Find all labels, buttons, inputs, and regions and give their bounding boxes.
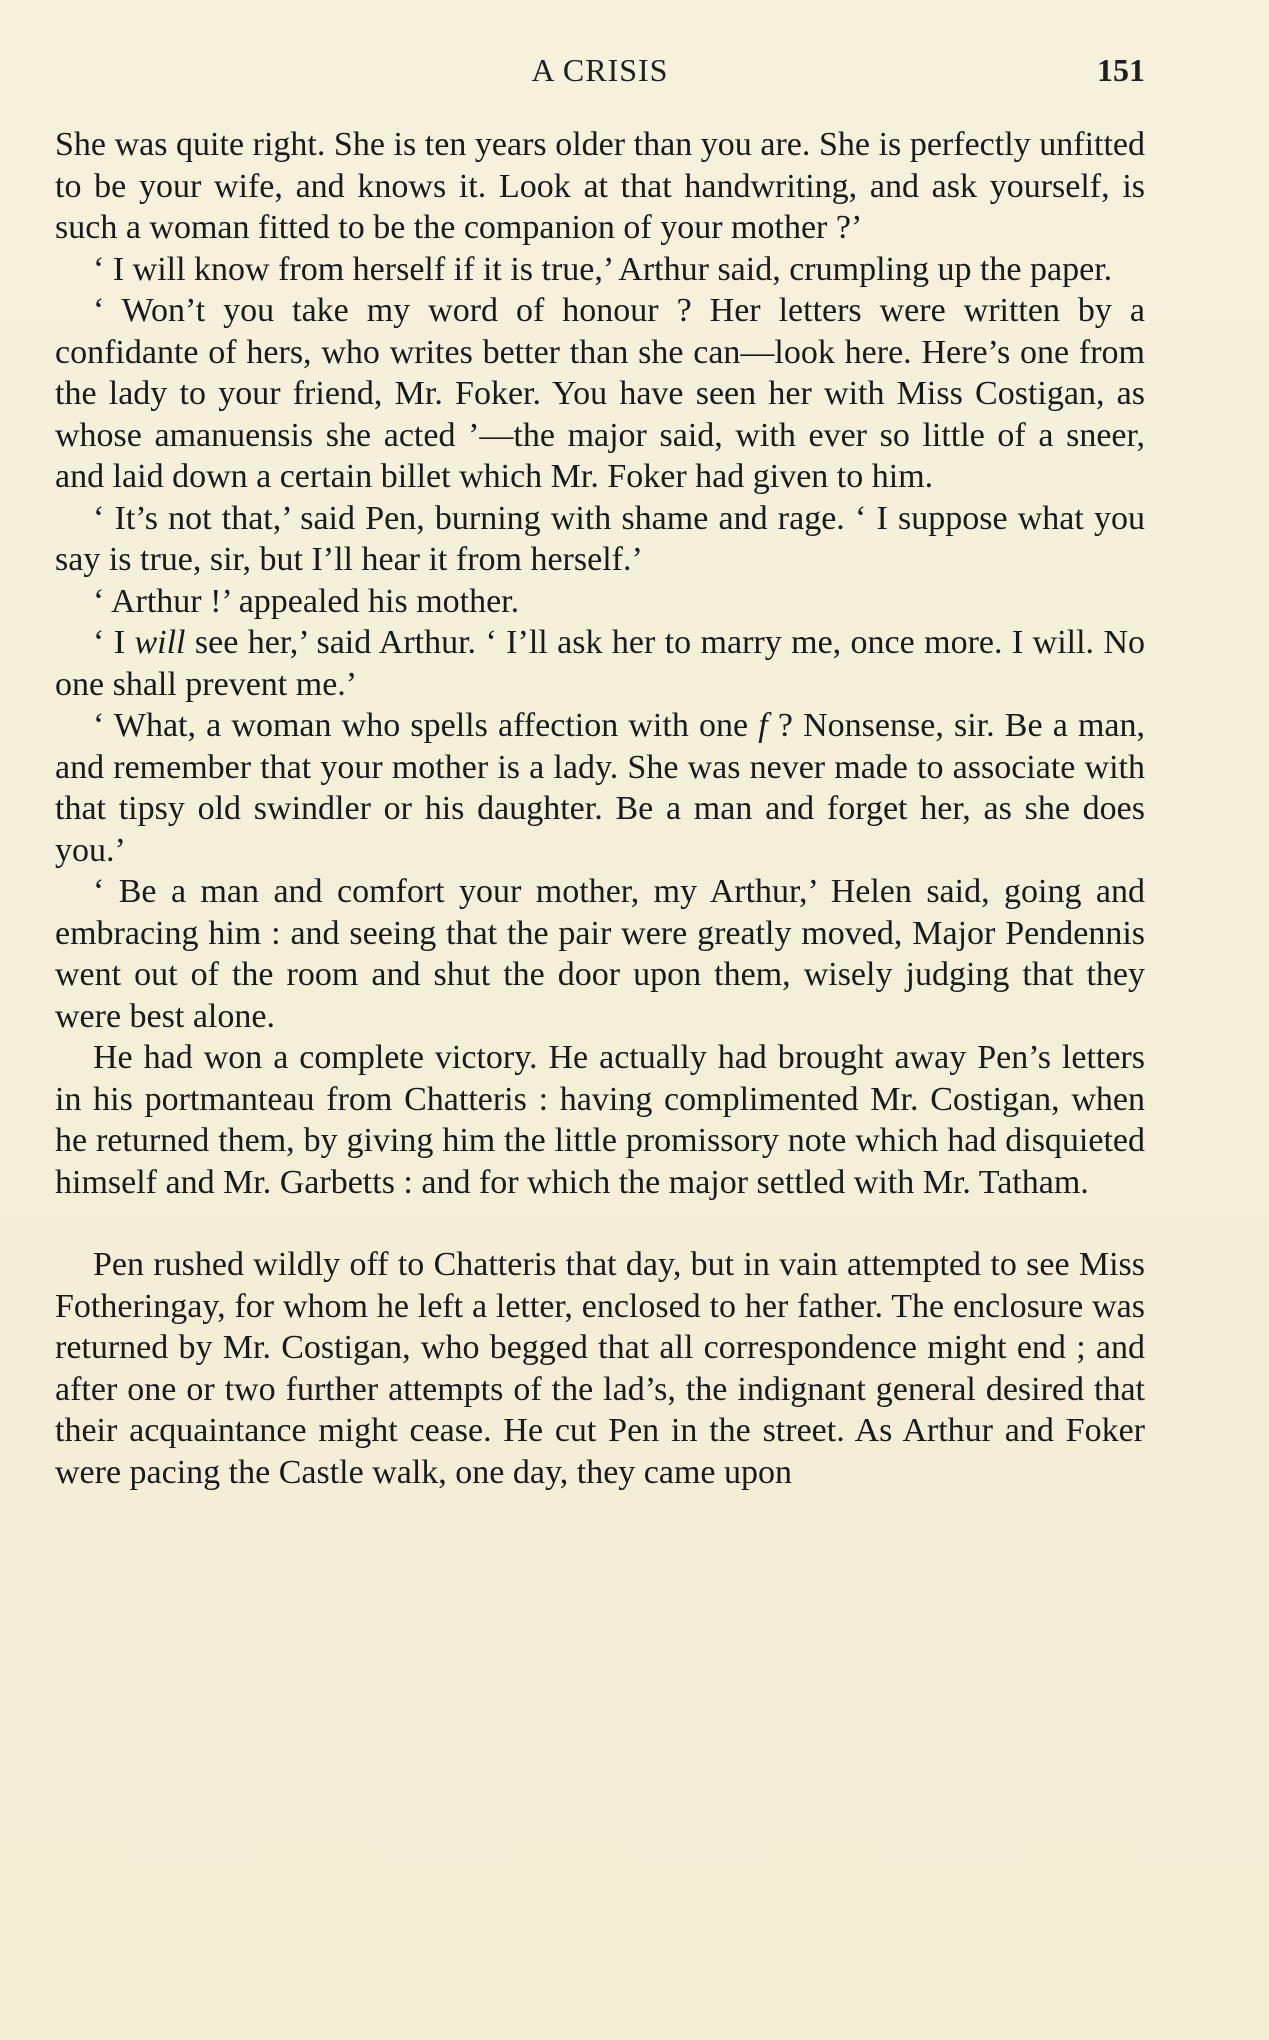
page-number: 151 (1097, 52, 1145, 88)
running-head (55, 52, 1145, 96)
paragraph (55, 498, 1145, 581)
body-text (55, 124, 1145, 1493)
paragraph-text: ? Nonsense, sir. Be a man, and remember that your mother is a lady. She was never made to associate with that tipsy old swindler or his daughter. Be a man and forget her, as she does you.’ (55, 707, 1146, 869)
paragraph (55, 1037, 1145, 1203)
paragraph-text: ‘ Be a man and comfort your mother, my Arthur,’ Helen said, going and embracing him : and seeing that the pair were greatly moved, Major Pendennis went out of the room and shut the door upon them, wisely judging that they were best alone. (55, 873, 1145, 1035)
paragraph (55, 622, 1145, 705)
paragraph (55, 871, 1145, 1037)
chapter-running-title: A CRISIS (531, 52, 669, 88)
paragraph-section-start (55, 1244, 1145, 1493)
paragraph (55, 124, 1145, 249)
paragraph-text: ‘ What, a woman who spells affection with one (93, 707, 759, 744)
italic-letter: f (758, 707, 768, 744)
paragraph-text: He had won a complete victory. He actually had brought away Pen’s letters in his portmanteau from Chatteris : having complimented Mr. Costigan, when he returned them, by giving him the little promissory note which had disquieted himself and Mr. Garbetts : and for which the major settled with Mr. Tatham. (55, 1039, 1145, 1201)
paragraph-text: ‘ It’s not that,’ said Pen, burning with shame and rage. ‘ I suppose what you say is true, sir, but I’ll hear it from herself.’ (55, 499, 1145, 578)
paragraph (55, 249, 1145, 291)
paragraph-text: ‘ Arthur !’ appealed his mother. (93, 582, 520, 620)
paragraph-text: ‘ I (93, 624, 135, 661)
paragraph (55, 290, 1145, 498)
paragraph-text: She was quite right. She is ten years older than you are. She is perfectly unfitted to be your wife, and knows it. Look at that handwriting, and ask yourself, is such a woman fitted to be the companion of your mother ?’ (55, 126, 1145, 246)
paragraph-text: ‘ Won’t you take my word of honour ? Her letters were written by a confidante of hers, who writes better than she can—look here. Here’s one from the lady to your friend, Mr. Foker. You have seen her with Miss Costigan, as whose amanuensis she acted ’—the major said, with ever so little of a sneer, and laid down a certain billet which Mr. Foker had given to him. (55, 292, 1145, 495)
paragraph (55, 705, 1145, 871)
paragraph-text: Pen rushed wildly off to Chatteris that day, but in vain attempted to see Miss Fotheringay, for whom he left a letter, enclosed to her father. The enclosure was returned by Mr. Costigan, who begged that all correspondence might end ; and after one or two further attempts of the lad’s, the indignant general desired that their acquaintance might cease. He cut Pen in the street. As Arthur and Foker were pacing the Castle walk, one day, they came upon (55, 1246, 1145, 1491)
paragraph (55, 581, 1145, 623)
paragraph-text: ‘ I will know from herself if it is true,’ Arthur said, crumpling up the paper. (93, 250, 1113, 288)
italic-word: will (134, 624, 186, 661)
paragraph-text: see her,’ said Arthur. ‘ I’ll ask her to marry me, once more. I will. No one shall prevent me.’ (55, 624, 1145, 703)
